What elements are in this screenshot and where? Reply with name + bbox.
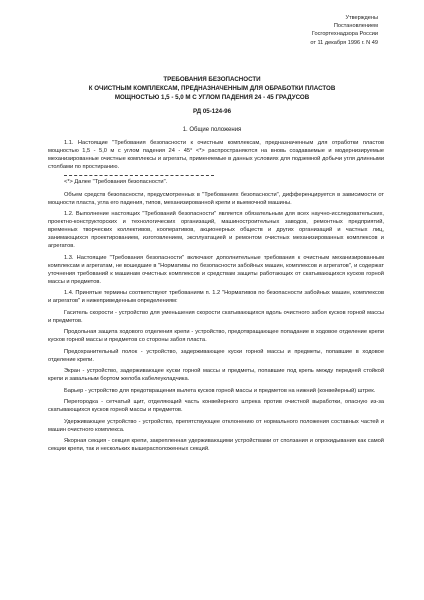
definition: Гаситель скорости - устройство для уменьшения скорости скатывающихся вдоль очистного забоя кусков горной массы и предметов. [48,309,384,324]
approval-block [310,14,378,47]
paragraph: 1.1. Настоящие "Требования безопасности к очистным комплексам, предназначенным для отработки пластов мощностью 1,5 - 5,0 м с углом падения 24 - 45° <*> распространяются на вновь создаваемые и модернизируемые механизированные очистные комплексы и агрегаты, применяемые в данных условиях для подземной добычи угля длинными столбами по простиранию. [48,140,384,170]
definition: Перегородка - сетчатый щит, отделяющий часть конвейерного штрека против очистной выработки, опасную из-за скатывающихся кусков горной массы и предметов. [48,399,384,413]
paragraph: 1.3. Настоящие "Требования безопасности" включают дополнительные требования к очистным механизированным комплексам и агрегатам, не вошедшие в "Нормативы по безопасности забойных машин, комплексов и агрегатов", и содержат уточнения требований к машинам очистных комплексов и средствам защиты работающих от скатывающихся кусков горной массы и предметов. [48,254,384,285]
paragraph: Объем средств безопасности, предусмотренных в "Требованиях безопасности", дифференцируется в зависимости от мощности пласта, угла его падения, типов, механизированной крепи и выемочной машины. [48,191,384,206]
document-code: РД 05-124-96 [192,108,232,115]
approval-line: от 11 декабря 1996 г. N 49 [310,39,378,46]
definition: Якорная секция - секция крепи, закрепленная удерживающими устройствами от сползания и опрокидывания как самой секции крепи, так и нескольких вышерасположенных секций. [48,438,384,452]
title-line: МОЩНОСТЬЮ 1,5 - 5,0 М С УГЛОМ ПАДЕНИЯ 24 - 45 ГРАДУСОВ [114,94,310,101]
title-line: ТРЕБОВАНИЯ БЕЗОПАСНОСТИ [163,76,261,83]
definition: Продольная защита ходового отделения крепи - устройство, предотвращающее попадание в ходовое отделение крепи кусков горной массы и предметов со стороны забоя пласта. [48,329,384,343]
paragraph: 1.4. Принятые термины соответствуют требованиям п. 1.2 "Нормативов по безопасности забойных машин, комплексов и агрегатов" и нижеприведенным определениям: [48,290,384,304]
title-line: К ОЧИСТНЫМ КОМПЛЕКСАМ, ПРЕДНАЗНАЧЕННЫМ ДЛЯ ОБРАБОТКИ ПЛАСТОВ [88,85,336,92]
definition: Барьер - устройство для предотвращения вылета кусков горной массы и предметов на нижний (конвейерный) штрек. [64,387,376,394]
definition: Удерживающее устройство - устройство, препятствующее отклонению от нормального положения составных частей и машин очистного комплекса. [48,418,384,433]
document-body [48,139,384,457]
document-title [0,75,424,102]
definition: Предохранительный полок - устройство, задерживающее куски горной массы и предметы, попавшие в ходовое отделение крепи. [48,348,384,363]
paragraph: 1.2. Выполнение настоящих "Требований безопасности" является обязательным для всех научно-исследовательских, проектно-конструкторских и технологических организаций, машиностроительных заводов, ремонтных предприятий, временных творческих коллективов, кооперативов, акционерных обществ и других организаций и частных лиц, занимающихся проектированием, изготовлением, эксплуатацией и ремонтом очистных механизированных комплексов и агрегатов. [48,211,384,249]
footnote: <*> Далее "Требования безопасности". [64,178,168,185]
section-heading: 1. Общие положения [182,127,242,133]
definition: Экран - устройство, задерживающее куски горной массы и предметы, попавшие под крепь между передней стойкой крепи и завальным бортом желоба кабелеукладчика. [48,368,384,382]
footnote-divider [64,175,214,176]
approval-line: Утверждены [345,15,378,21]
approval-line: Госгортехнадзора России [311,31,378,38]
approval-line: Постановлением [333,23,378,30]
